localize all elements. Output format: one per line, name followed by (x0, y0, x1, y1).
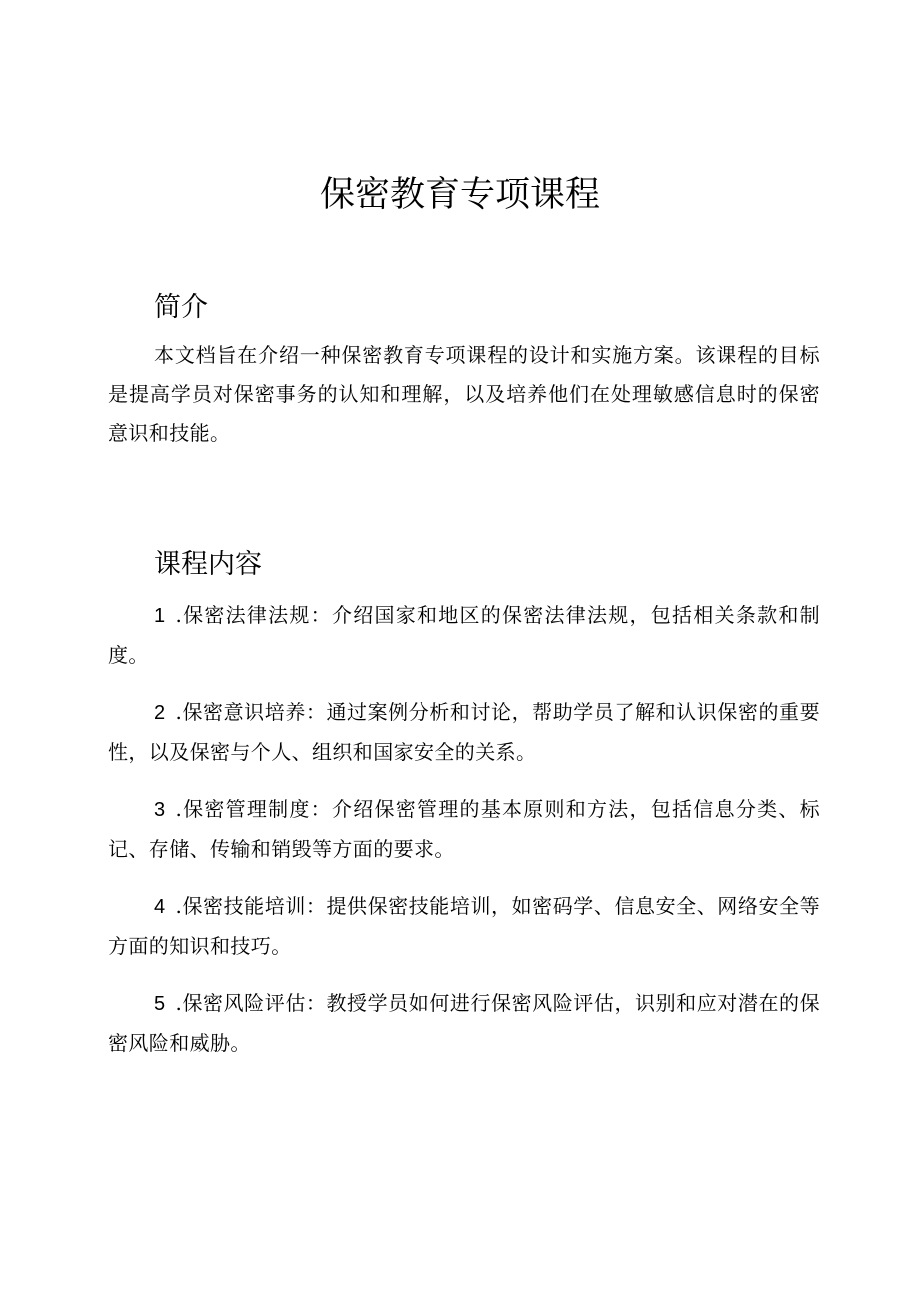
section-course-content (108, 545, 820, 1081)
list-item-text: .保密法律法规：介绍国家和地区的保密法律法规，包括相关条款和制度。 (108, 603, 820, 667)
list-item (108, 887, 820, 966)
list-item (108, 984, 820, 1063)
list-item-number: 2 (154, 702, 166, 724)
document-title: 保密教育专项课程 (319, 175, 600, 215)
section-heading-course-content: 课程内容 (154, 549, 262, 580)
list-item (108, 596, 820, 675)
list-item-number: 5 (154, 993, 166, 1015)
section-heading-introduction: 简介 (154, 292, 208, 323)
section-introduction (108, 288, 820, 453)
list-item-number: 3 (154, 799, 166, 821)
list-item-number: 4 (154, 896, 166, 918)
list-item-text: .保密管理制度：介绍保密管理的基本原则和方法，包括信息分类、标记、存储、传输和销毁等方面的要求。 (108, 797, 820, 861)
list-item (108, 790, 820, 869)
list-item-number: 1 (154, 605, 166, 627)
list-item-text: .保密风险评估：教授学员如何进行保密风险评估，识别和应对潜在的保密风险和威胁。 (108, 991, 820, 1055)
list-item-text: .保密意识培养：通过案例分析和讨论，帮助学员了解和认识保密的重要性，以及保密与个人、组织和国家安全的关系。 (108, 700, 820, 764)
list-item-text: .保密技能培训：提供保密技能培训，如密码学、信息安全、网络安全等方面的知识和技巧。 (108, 894, 820, 958)
list-item (108, 693, 820, 772)
introduction-paragraph: 本文档旨在介绍一种保密教育专项课程的设计和实施方案。该课程的目标是提高学员对保密事务的认知和理解，以及培养他们在处理敏感信息时的保密意识和技能。 (108, 343, 820, 445)
